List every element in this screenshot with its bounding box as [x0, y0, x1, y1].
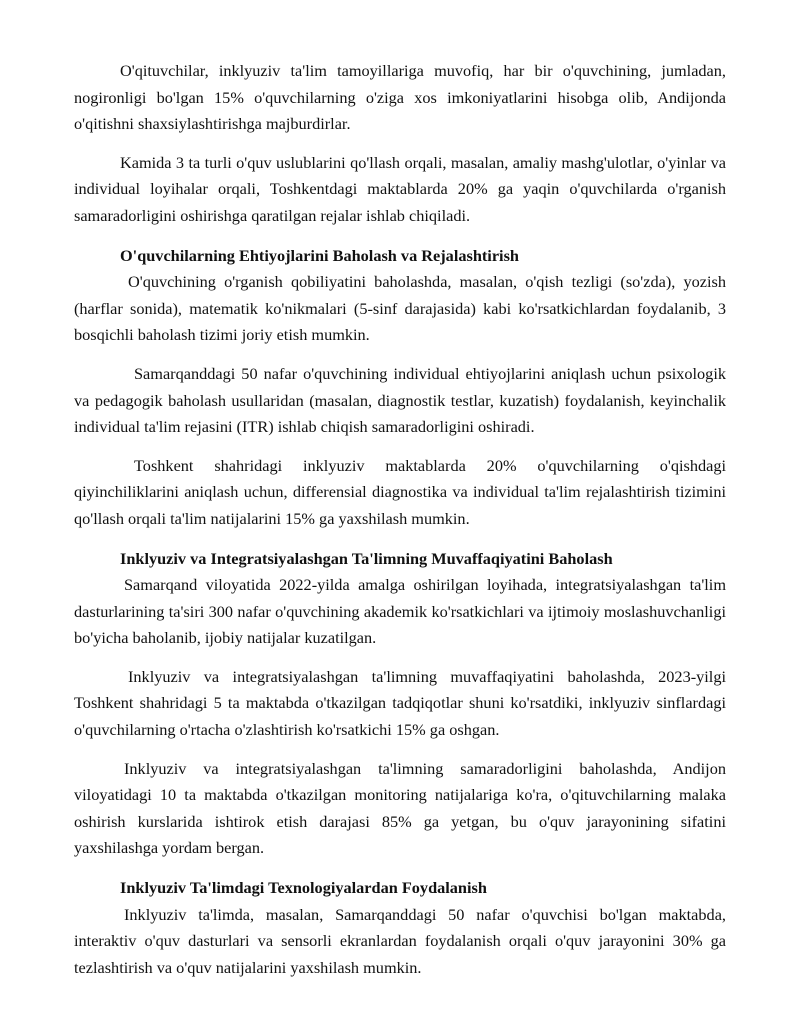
paragraph: Samarqand viloyatida 2022-yilda amalga oshirilgan loyihada, integratsiyalashgan ta'lim dasturlarining ta'siri 300 nafar o'quvchining akademik ko'rsatkichlari va ijtimoiy moslashuvchanligi bo'yicha baholanib, ijobiy natijalar kuzatilgan.	[74, 575, 726, 648]
section-heading: O'quvchilarning Ehtiyojlarini Baholash va Rejalashtirish	[120, 245, 519, 265]
paragraph-gap	[74, 533, 726, 546]
section-heading: Inklyuziv Ta'limdagi Texnologiyalardan Foydalanish	[120, 878, 487, 898]
paragraph-gap	[74, 441, 726, 453]
paragraph: Inklyuziv ta'limda, masalan, Samarqanddagi 50 nafar o'quvchisi bo'lgan maktabda, interaktiv o'quv dasturlari va sensorli ekranlardan foydalanish orqali o'quv jarayonini 30% ga tezlashtirish va o'quv natijalarini yaxshilash mumkin.	[74, 904, 726, 977]
paragraph: Inklyuziv va integratsiyalashgan ta'limning muvaffaqiyatini baholashda, 2023-yilgi Toshkent shahridagi 5 ta maktabda o'tkazilgan tadqiqotlar shuni ko'rsatdiki, inklyuziv sinflardagi o'quvchilarning o'rtacha o'zlashtirish ko'rsatkichi 15% ga oshgan.	[74, 666, 726, 740]
paragraph: Kamida 3 ta turli o'quv uslublarini qo'llash orqali, masalan, amaliy mashg'ulotlar, o'yinlar va individual loyihalar orqali, Toshkentdagi maktablarda 20% ga yaqin o'quvchilarda o'rganish samaradorligini oshirishga qaratilgan rejalar ishlab chiqiladi.	[74, 152, 726, 225]
paragraph-gap	[74, 138, 726, 150]
document-page	[74, 58, 726, 981]
paragraph: O'quvchining o'rganish qobiliyatini baholashda, masalan, o'qish tezligi (so'zda), yozish (harflar sonida), matematik ko'nikmalari (5-sinf darajasida) kabi ko'rsatkichlardan foydalanib, 3 bosqichli baholash tizimi joriy etish mumkin.	[74, 272, 726, 345]
paragraph-gap	[74, 349, 726, 361]
paragraph-gap	[74, 652, 726, 664]
section-heading: Inklyuziv va Integratsiyalashgan Ta'limning Muvaffaqiyatini Baholash	[120, 548, 613, 568]
paragraph-gap	[74, 862, 726, 875]
paragraph: Samarqanddagi 50 nafar o'quvchining individual ehtiyojlarini aniqlash uchun psixologik va pedagogik baholash usullaridan (masalan, diagnostik testlar, kuzatish) foydalanish, keyinchalik individual ta'lim rejasini (ITR) ishlab chiqish samaradorligini oshiradi.	[74, 363, 726, 437]
paragraph: Toshkent shahridagi inklyuziv maktablarda 20% o'quvchilarning o'qishdagi qiyinchiliklarini aniqlash uchun, differensial diagnostika va individual ta'lim rejalashtirish tizimini qo'llash orqali ta'lim natijalarini 15% ga yaxshilash mumkin.	[74, 455, 726, 528]
paragraph-gap	[74, 744, 726, 756]
paragraph-gap	[74, 230, 726, 243]
paragraph: O'qituvchilar, inklyuziv ta'lim tamoyillariga muvofiq, har bir o'quvchining, jumladan, nogironligi bo'lgan 15% o'quvchilarning o'ziga xos imkoniyatlarini hisobga olib, Andijonda o'qitishni shaxsiylashtirishga majburdirlar.	[74, 61, 726, 134]
paragraph: Inklyuziv va integratsiyalashgan ta'limning samaradorligini baholashda, Andijon viloyatidagi 10 ta maktabda o'tkazilgan monitoring natijalariga ko'ra, o'qituvchilarning malaka oshirish kurslarida ishtirok etish darajasi 85% ga yetgan, bu o'quv jarayonining sifatini yaxshilashga yordam bergan.	[74, 758, 726, 858]
